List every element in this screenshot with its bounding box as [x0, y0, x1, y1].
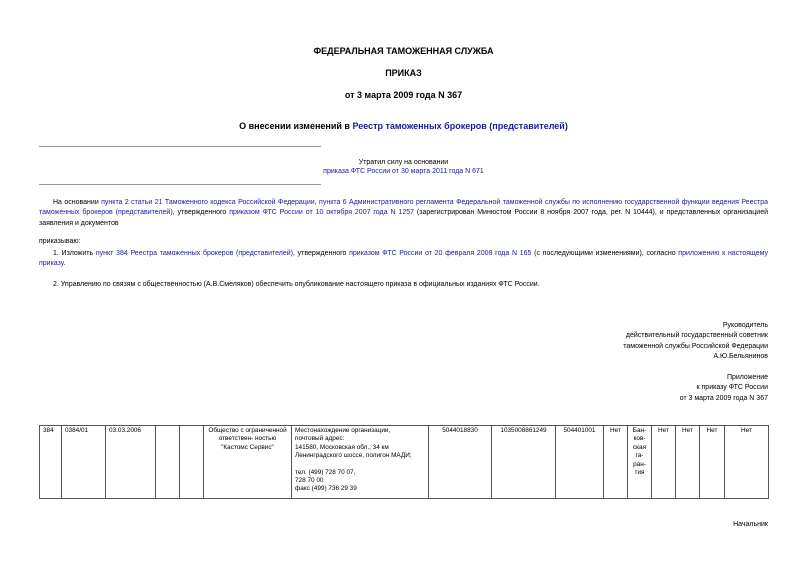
- table-row: [40, 426, 769, 499]
- cell-no-4: Нет: [700, 426, 725, 499]
- registry-title-link[interactable]: Реестр таможенных брокеров (представителей): [352, 121, 568, 131]
- address-line-4: Ленинградского шоссе, полигон МАДИ;: [295, 452, 412, 460]
- customs-code-link[interactable]: пункта 2 статьи 21 Таможенного кодекса Российской Федерации: [101, 199, 315, 206]
- preamble-text-2: ,: [314, 199, 320, 206]
- signature-line-4: А.Ю.Бельянинов: [713, 353, 768, 361]
- admin-regulation-link[interactable]: пункта 6 Административного регламента Федеральной таможенной службы по исполнению государственной функции ведения Реестра таможенных брокеров (представителей): [39, 199, 769, 217]
- signature-line-3: таможенной службы Российской Федерации: [623, 342, 768, 350]
- signature-block: [623, 321, 768, 363]
- signature-line-2: действительный государственный советник: [625, 332, 768, 340]
- address-spacer: [295, 461, 425, 469]
- appendix-line-1: Приложение: [726, 374, 768, 381]
- address-line-3: 141580, Московская обл., 34 км: [295, 443, 389, 451]
- order-word: приказываю:: [39, 238, 81, 245]
- cell-no-2: Нет: [652, 426, 676, 499]
- preamble-text-1: На основании: [53, 199, 102, 206]
- divider-bottom: [39, 184, 321, 185]
- item1-text-1: 1. Изложить: [53, 250, 96, 257]
- status-note-line2: [0, 167, 807, 176]
- address-line-2: почтовый адрес:: [295, 435, 345, 443]
- cell-no-1: Нет: [604, 426, 628, 499]
- registry-table: [39, 425, 769, 499]
- preamble-paragraph: [39, 198, 768, 229]
- footer-signer: Начальник: [733, 521, 768, 528]
- item1-text-2: , утвержденного: [293, 250, 350, 257]
- status-note-line1: Утратил силу на основании: [358, 159, 449, 166]
- document-type: ПРИКАЗ: [385, 68, 422, 78]
- item-2-paragraph: 2. Управлению по связям с общественностью (А.В.Смеляков) обеспечить опубликование настоящего приказа в официальных изданиях ФТС России.: [53, 281, 540, 288]
- cell-guarantee: Бан- ков- ская га- ран- тия: [628, 426, 652, 499]
- preamble-text-3: , утвержденного: [172, 209, 230, 217]
- cell-no-3: Нет: [676, 426, 700, 499]
- cell-empty-1: [156, 426, 180, 499]
- cell-kpp: 504401001: [556, 426, 604, 499]
- point-384-link[interactable]: пункт 384 Реестра таможенных брокеров (представителей): [95, 250, 294, 257]
- agency-name: ФЕДЕРАЛЬНАЯ ТАМОЖЕННАЯ СЛУЖБА: [313, 46, 494, 56]
- appendix-link[interactable]: приложению к настоящему приказу: [39, 250, 768, 268]
- order-165-link[interactable]: приказом ФТС России от 20 февраля 2008 года N 165: [349, 250, 532, 257]
- document-date-number: от 3 марта 2009 года N 367: [344, 90, 463, 100]
- phone-line-2: 728 70 00: [295, 477, 324, 485]
- appendix-line-3: от 3 марта 2009 года N 367: [679, 394, 768, 402]
- cell-empty-2: [180, 426, 204, 499]
- order-1257-link[interactable]: приказом ФТС России от 10 октября 2007 года N 1257: [229, 209, 414, 217]
- document-title: [0, 121, 807, 131]
- item1-text-4: .: [63, 260, 66, 268]
- cell-ogrn: 1035008861249: [492, 426, 556, 499]
- title-prefix: О внесении изменений в: [239, 121, 353, 131]
- cell-reg-number: 0384/01: [62, 426, 106, 499]
- item1-text-3: (с последующими изменениями), согласно: [531, 250, 679, 257]
- phone-line-1: тел. (499) 728 70 07,: [295, 468, 356, 476]
- preamble-text-4: (зарегистрирован Минюстом России 8 ноября 2007 года, рег. N 10444), и представленных организацией заявления и документов: [39, 209, 768, 227]
- appendix-block: [680, 373, 768, 404]
- divider-top: [39, 146, 321, 147]
- cell-address: [292, 426, 429, 499]
- signature-line-1: Руководитель: [722, 322, 768, 329]
- repeal-order-link[interactable]: приказа ФТС России от 30 марта 2011 года N 671: [323, 168, 484, 175]
- cell-inn: 5044018830: [429, 426, 492, 499]
- cell-date: 03.03.2006: [106, 426, 156, 499]
- fax-line: факс (499) 736 29 39: [295, 485, 357, 493]
- address-line-1: Местонахождение организации,: [295, 427, 391, 434]
- appendix-line-2: к приказу ФТС России: [696, 384, 768, 392]
- item-1-paragraph: [39, 249, 768, 270]
- cell-org-name: Общество с ограниченной ответствен- ностью "Кастомс Сервис": [204, 426, 292, 499]
- cell-number: 384: [40, 426, 62, 499]
- cell-no-5: Нет: [725, 426, 769, 499]
